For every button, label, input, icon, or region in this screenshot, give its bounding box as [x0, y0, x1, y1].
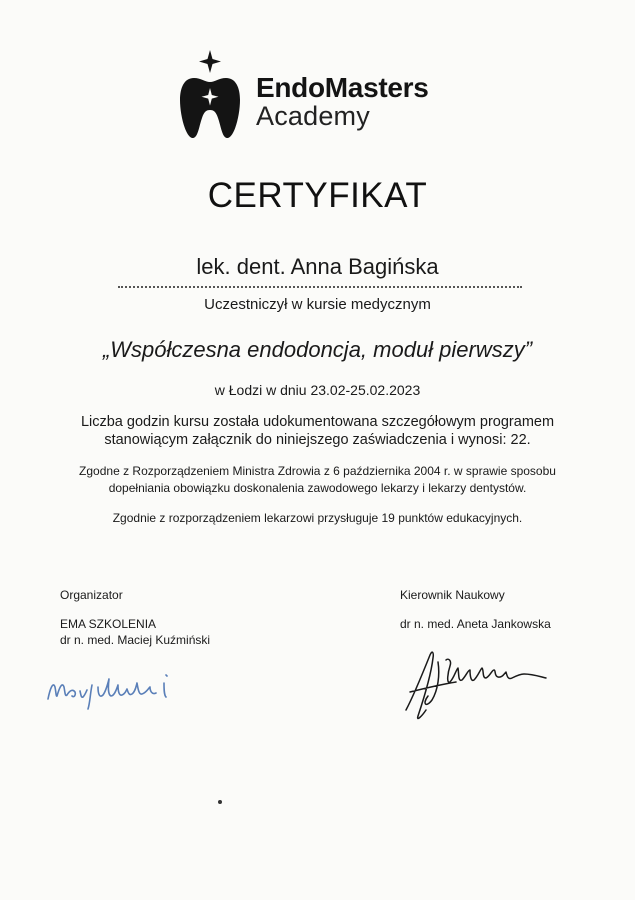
ink-dot	[218, 800, 222, 804]
organizer-label: Organizator	[60, 588, 123, 602]
organizer-details	[60, 616, 210, 648]
hours-statement	[0, 413, 635, 449]
education-points: Zgodnie z rozporządzeniem lekarzowi przysługuje 19 punktów edukacyjnych.	[112, 511, 523, 525]
organizer-company: EMA SZKOLENIA	[60, 617, 157, 631]
certificate-title: CERTYFIKAT	[207, 176, 428, 215]
academy-logo	[180, 48, 429, 140]
organizer-person: dr n. med. Maciej Kuźmiński	[60, 633, 211, 647]
hours-line-2: stanowiącym załącznik do niniejszego zaświadczenia i wynosi: 22.	[104, 432, 531, 448]
scientific-director-label: Kierownik Naukowy	[400, 588, 505, 602]
scientific-director-name: dr n. med. Aneta Jankowska	[400, 617, 551, 631]
participation-text: Uczestniczył w kursie medycznym	[204, 296, 431, 313]
course-title: „Współczesna endodoncja, moduł pierwszy”	[102, 337, 533, 362]
organizer-signature	[40, 665, 220, 710]
regulation-statement	[0, 463, 635, 497]
dotted-divider	[118, 286, 522, 288]
scientific-director-signature	[396, 640, 556, 730]
recipient-name: lek. dent. Anna Bagińska	[196, 254, 439, 279]
course-dates: w Łodzi w dniu 23.02-25.02.2023	[214, 382, 421, 398]
logo-subtitle: Academy	[256, 101, 370, 131]
hours-line-1: Liczba godzin kursu została udokumentowana szczegółowym programem	[80, 414, 555, 430]
tooth-star-icon	[180, 48, 240, 140]
regulation-line-2: dopełniania obowiązku doskonalenia zawodowego lekarzy i lekarzy dentystów.	[108, 481, 527, 495]
regulation-line-1: Zgodne z Rozporządzeniem Ministra Zdrowia z 6 października 2004 r. w sprawie sposobu	[79, 464, 556, 478]
logo-brand-name: EndoMasters	[256, 72, 429, 103]
